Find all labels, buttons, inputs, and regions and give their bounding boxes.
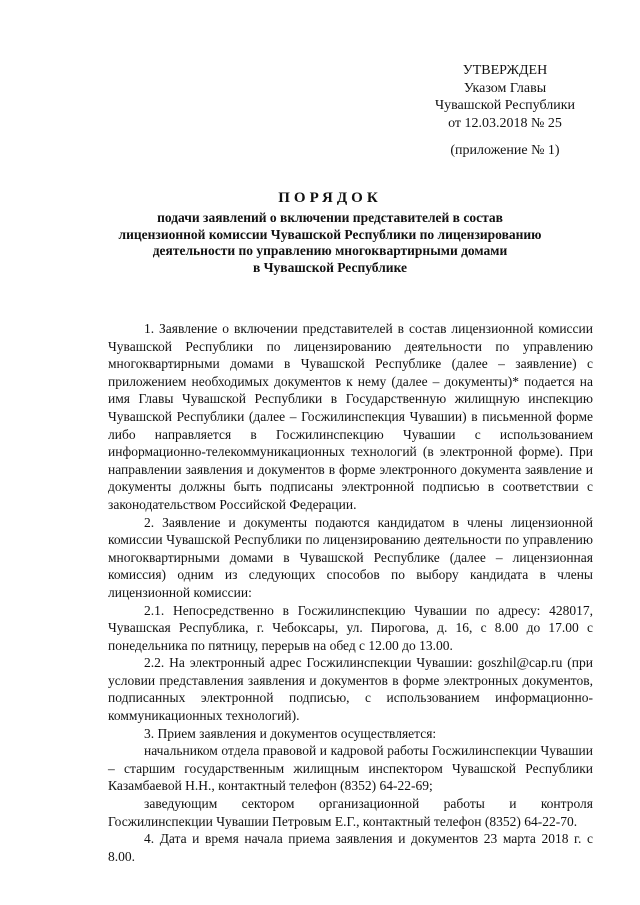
subtitle-line: в Чувашской Республике [252,259,408,275]
document-subtitle [60,210,600,276]
paragraph-2-2 [108,654,593,724]
approval-stamp [420,62,590,132]
approval-line: Указом Главы [463,80,547,96]
approval-line: от 12.03.2018 № 25 [448,115,562,131]
paragraph-3: 3. Прием заявления и документов осуществляется: [144,725,437,741]
subtitle-line: деятельности по управлению многоквартирными домами [152,243,508,258]
paragraph-2-2-tail: (при условии представления заявления и документов в форме электронных документов, подписанных электронной подписью, с использованием информационно-коммуникационных технологий). [108,655,593,724]
document-title: ПОРЯДОК [278,190,382,206]
paragraph-3-b: заведующим сектором организационной работы и контроля Госжилинспекции Чувашии Петровым Е.Г., контактный телефон (8352) 64-22-70. [108,796,593,829]
email-link[interactable]: goszhil@cap.ru [477,655,563,671]
approval-line: Чувашской Республики [434,98,576,113]
paragraph-3-a: начальником отдела правовой и кадровой работы Госжилинспекции Чувашии – старшим государственным жилищным инспектором Чувашской Республики Казамбаевой Н.Н., контактный телефон (8352) 64-22-69; [108,743,593,794]
subtitle-line: подачи заявлений о включении представителей в состав [157,210,503,225]
document-body [108,320,593,865]
approval-line: УТВЕРЖДЕН [462,63,548,78]
subtitle-line: лицензионной комиссии Чувашской Республики по лицензированию [118,226,542,242]
paragraph-1: 1. Заявление о включении представителей в состав лицензионной комиссии Чувашской Республики по лицензированию деятельности по управлению многоквартирными домами в Чувашской Республике (далее – заявление) с приложением необходимых документов к нему (далее – документы)* подается на имя Главы Чувашской Республики в Государственную жилищную инспекцию Чувашской Республики (далее – Госжилинспекция Чувашии) в письменной форме либо направляется в Госжилинспекцию Чувашии с использованием информационно-телекоммуникационных технологий (в электронной форме). При направлении заявления и документов в форме электронного документа заявление и документы должны быть подписаны электронной подписью в соответствии с законодательством Российской Федерации. [108,321,593,512]
appendix-note: (приложение № 1) [450,143,560,158]
paragraph-2-2-lead: 2.2. На электронный адрес Госжилинспекции Чувашии: [144,655,478,671]
paragraph-2: 2. Заявление и документы подаются кандидатом в члены лицензионной комиссии Чувашской Республики по лицензированию деятельности по управлению многоквартирными домами в Чувашской Республике (далее – лицензионная комиссия) одним из следующих способов по выбору кандидата в члены лицензионной комиссии: [108,514,593,600]
paragraph-2-1: 2.1. Непосредственно в Госжилинспекцию Чувашии по адресу: 428017, Чувашская Республика, г. Чебоксары, ул. Пирогова, д. 16, с 8.00 до 17.00 с понедельника по пятницу, перерыв на обед с 12.00 до 13.00. [108,602,593,653]
paragraph-4: 4. Дата и время начала приема заявления и документов 23 марта 2018 г. с 8.00. [108,831,593,864]
